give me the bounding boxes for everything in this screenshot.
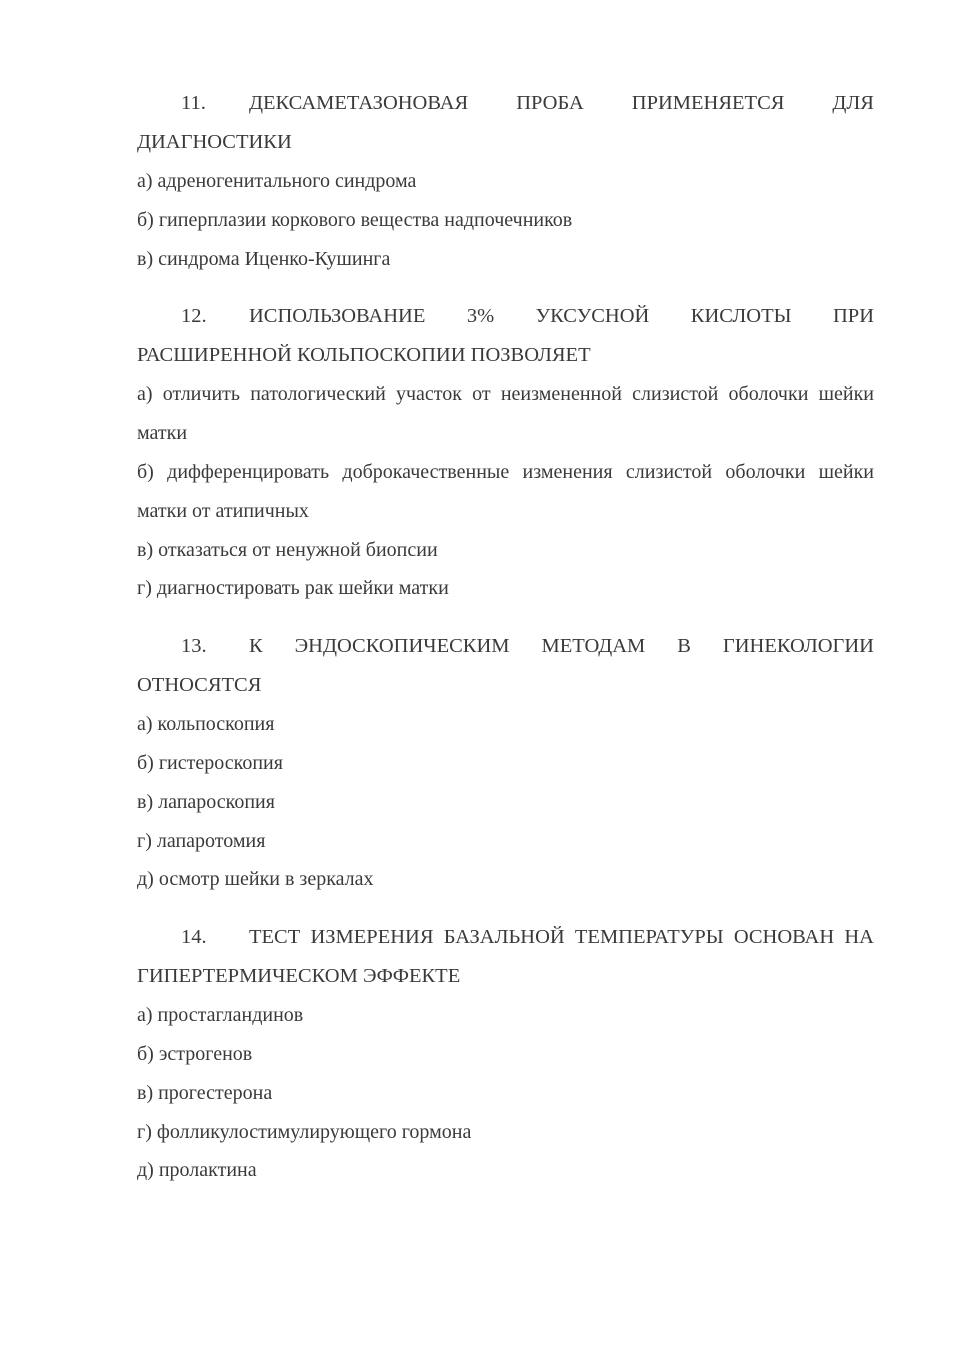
question-12 [137, 297, 874, 608]
answer-option: д) осмотр шейки в зеркалах [137, 868, 374, 891]
answer-option: а) простагландинов [137, 1004, 304, 1027]
question-14 [137, 918, 874, 1190]
question-heading [137, 627, 874, 705]
answer-option: г) диагностировать рак шейки матки [137, 577, 449, 600]
answer-option: г) лапаротомия [137, 829, 266, 852]
answer-option: в) лапароскопия [137, 790, 275, 813]
question-number: 14. [181, 926, 207, 949]
answer-option: в) прогестерона [137, 1081, 273, 1104]
question-number: 12. [181, 305, 207, 328]
answer-option: в) синдрома Иценко-Кушинга [137, 247, 391, 270]
answer-option: б) гиперплазии коркового вещества надпочечников [137, 208, 573, 231]
question-text: ИСПОЛЬЗОВАНИЕ 3% УКСУСНОЙ КИСЛОТЫ ПРИ РАСШИРЕННОЙ КОЛЬПОСКОПИИ ПОЗВОЛЯЕТ [137, 305, 874, 367]
answer-option: д) пролактина [137, 1159, 257, 1182]
document-page [137, 84, 874, 1209]
answer-option: в) отказаться от ненужной биопсии [137, 538, 438, 561]
answer-option: а) отличить патологический участок от неизмененной слизистой оболочки шейки матки [137, 383, 874, 445]
question-text: ТЕСТ ИЗМЕРЕНИЯ БАЗАЛЬНОЙ ТЕМПЕРАТУРЫ ОСНОВАН НА ГИПЕРТЕРМИЧЕСКОМ ЭФФЕКТЕ [137, 926, 874, 988]
answer-option: б) дифференцировать доброкачественные изменения слизистой оболочки шейки матки от атипичных [137, 460, 874, 522]
answer-option: б) гистероскопия [137, 751, 283, 774]
question-heading [137, 918, 874, 996]
answer-option: а) кольпоскопия [137, 713, 275, 736]
question-number: 11. [181, 92, 206, 114]
question-heading [137, 84, 874, 162]
question-heading [137, 297, 874, 375]
question-11 [137, 84, 874, 278]
answer-option: г) фолликулостимулирующего гормона [137, 1120, 472, 1143]
answer-option: а) адреногенитального синдрома [137, 170, 417, 192]
question-text: ДЕКСАМЕТАЗОНОВАЯ ПРОБА ПРИМЕНЯЕТСЯ ДЛЯ ДИАГНОСТИКИ [137, 92, 874, 153]
question-text: К ЭНДОСКОПИЧЕСКИМ МЕТОДАМ В ГИНЕКОЛОГИИ ОТНОСЯТСЯ [137, 635, 874, 697]
answer-option: б) эстрогенов [137, 1042, 253, 1065]
question-13 [137, 627, 874, 899]
question-number: 13. [181, 635, 207, 658]
